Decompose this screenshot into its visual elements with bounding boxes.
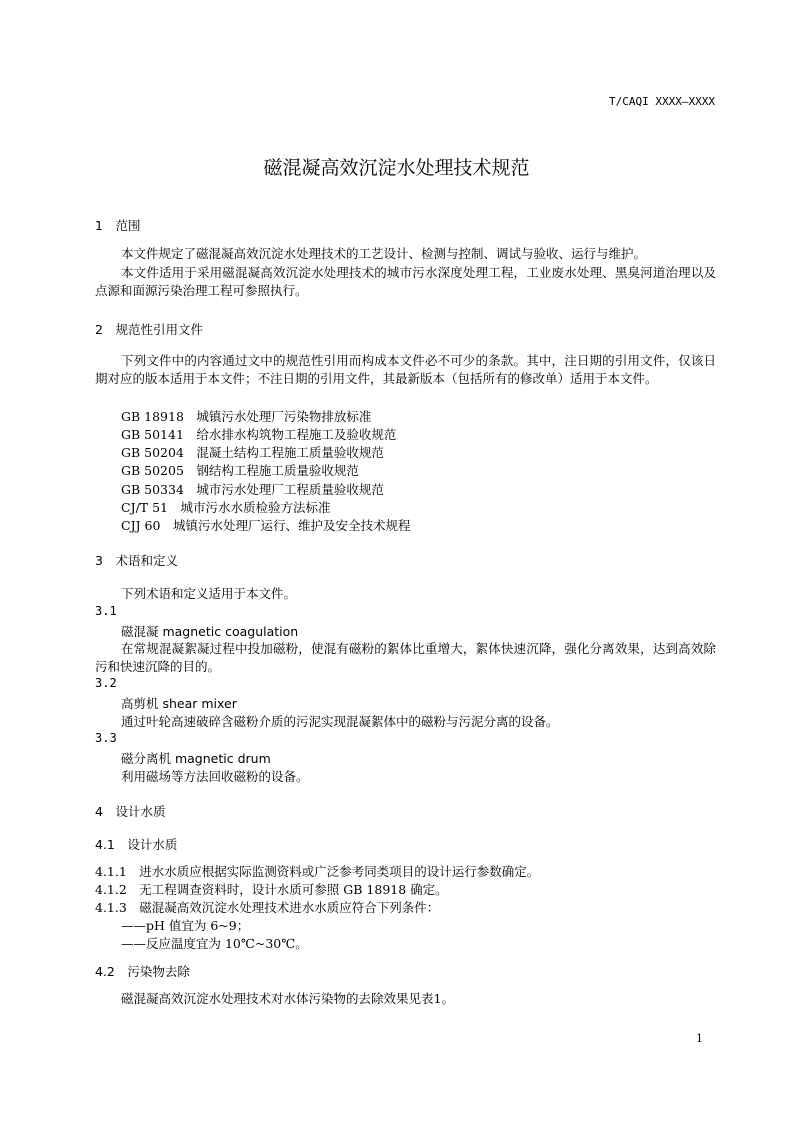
reference-item: CJ/T 51 城市污水水质检验方法标准 [121,500,331,515]
term-name: 磁混凝 magnetic coagulation [121,624,299,639]
terms-intro: 下列术语和定义适用于本文件。 [121,586,297,601]
term-number: 3.2 [95,676,117,690]
clause-item: 4.1.3 磁混凝高效沉淀水处理技术进水水质应符合下列条件： [95,900,440,915]
term-name: 磁分离机 magnetic drum [121,751,271,766]
clause-item: 4.1.1 进水水质应根据实际监测资料或广泛参考同类项目的设计运行参数确定。 [95,864,540,879]
pollutant-removal-paragraph: 磁混凝高效沉淀水处理技术对水体污染物的去除效果见表1。 [121,991,454,1006]
term-number: 3.3 [95,731,117,745]
term-name: 高剪机 shear mixer [121,696,237,711]
clause-item: 4.1.2 无工程调查资料时，设计水质可参照 GB 18918 确定。 [95,882,448,897]
section-heading-normative-references: 2 规范性引用文件 [95,322,203,337]
reference-item: CJJ 60 城镇污水处理厂运行、维护及安全技术规程 [121,518,411,533]
condition-item: ——反应温度宜为 10℃~30℃。 [121,936,308,951]
condition-item: ——pH 值宜为 6~9； [121,918,250,933]
term-definition: 通过叶轮高速破碎含磁粉介质的污泥实现混凝絮体中的磁粉与污泥分离的设备。 [121,714,559,729]
term-number: 3.1 [95,604,117,618]
scope-paragraph-2: 本文件适用于采用磁混凝高效沉淀水处理技术的城市污水深度处理工程，工业废水处理、黑臭河道治理以及点源和面源污染治理工程可参照执行。 [95,265,716,298]
subsection-heading-pollutant-removal: 4.2 污染物去除 [95,964,190,979]
section-heading-terms: 3 术语和定义 [95,553,178,568]
page-title: 磁混凝高效沉淀水处理技术规范 [263,157,530,179]
reference-item: GB 50334 城市污水处理厂工程质量验收规范 [121,482,384,497]
reference-item: GB 18918 城镇污水处理厂污染物排放标准 [121,409,372,424]
reference-item: GB 50204 混凝土结构工程施工质量验收规范 [121,445,384,460]
page-number: 1 [696,1032,703,1045]
term-definition: 在常规混凝絮凝过程中投加磁粉，使混有磁粉的絮体比重增大，絮体快速沉降，强化分离效果，达到高效除污和快速沉降的目的。 [95,641,716,674]
references-paragraph: 下列文件中的内容通过文中的规范性引用而构成本文件必不可少的条款。其中，注日期的引用文件，仅该日期对应的版本适用于本文件；不注日期的引用文件，其最新版本（包括所有的修改单）适用于本文件。 [95,353,716,386]
section-heading-scope: 1 范围 [95,218,141,233]
scope-paragraph-1: 本文件规定了磁混凝高效沉淀水处理技术的工艺设计、检测与控制、调试与验收、运行与维护。 [121,246,647,261]
term-definition: 利用磁场等方法回收磁粉的设备。 [121,769,309,784]
subsection-heading-design-water-quality: 4.1 设计水质 [95,837,178,852]
reference-item: GB 50205 钢结构工程施工质量验收规范 [121,463,359,478]
section-heading-design-water-quality: 4 设计水质 [95,804,166,819]
reference-item: GB 50141 给水排水构筑物工程施工及验收规范 [121,427,397,442]
document-code: T/CAQI XXXX—XXXX [609,95,715,108]
